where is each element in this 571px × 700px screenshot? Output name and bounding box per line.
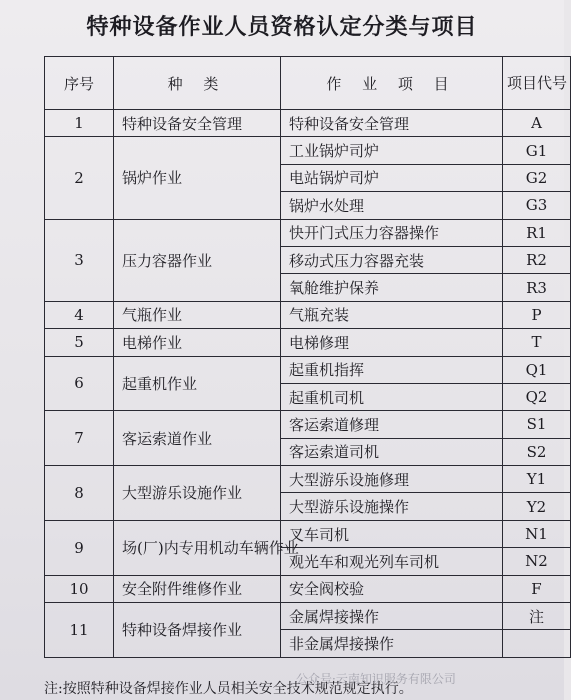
row-code: 注 (503, 603, 571, 630)
row-number: 10 (45, 575, 114, 602)
row-code: Q2 (503, 383, 571, 410)
row-code: Y2 (503, 493, 571, 520)
row-item: 安全阀校验 (281, 575, 503, 602)
table-row (45, 575, 571, 602)
row-code: N2 (503, 548, 571, 575)
row-item: 氧舱维护保养 (281, 274, 503, 301)
row-category: 客运索道作业 (114, 411, 281, 466)
row-code: N1 (503, 520, 571, 547)
row-category: 锅炉作业 (114, 137, 281, 219)
header-category: 种 类 (114, 57, 281, 110)
row-category: 起重机作业 (114, 356, 281, 411)
row-code: G3 (503, 192, 571, 219)
row-number: 4 (45, 301, 114, 328)
row-item: 客运索道司机 (281, 438, 503, 465)
row-item: 快开门式压力容器操作 (281, 219, 503, 246)
row-code: A (503, 110, 571, 137)
table-row (45, 466, 571, 493)
row-code: R3 (503, 274, 571, 301)
row-item: 起重机司机 (281, 383, 503, 410)
table-row (45, 411, 571, 438)
row-category: 气瓶作业 (114, 301, 281, 328)
row-item: 起重机指挥 (281, 356, 503, 383)
row-number: 9 (45, 520, 114, 575)
row-item: 电梯修理 (281, 329, 503, 356)
row-code: F (503, 575, 571, 602)
row-item: 大型游乐设施操作 (281, 493, 503, 520)
document-title: 特种设备作业人员资格认定分类与项目 (86, 14, 478, 40)
table-row (45, 356, 571, 383)
header-no: 序号 (45, 57, 114, 110)
row-code: P (503, 301, 571, 328)
row-category: 安全附件维修作业 (114, 575, 281, 602)
watermark: 公众号·云南知识服务有限公司 (296, 672, 456, 686)
row-item: 锅炉水处理 (281, 192, 503, 219)
row-number: 2 (45, 137, 114, 219)
row-category: 特种设备焊接作业 (114, 603, 281, 658)
row-code: G1 (503, 137, 571, 164)
row-number: 1 (45, 110, 114, 137)
table-row (45, 603, 571, 630)
row-number: 8 (45, 466, 114, 521)
row-code: T (503, 329, 571, 356)
table-row (45, 329, 571, 356)
header-item: 作 业 项 目 (281, 57, 503, 110)
row-number: 3 (45, 219, 114, 301)
row-category: 场(厂)内专用机动车辆作业 (114, 520, 281, 575)
row-code: G2 (503, 164, 571, 191)
row-code: Q1 (503, 356, 571, 383)
row-code: S1 (503, 411, 571, 438)
row-item: 气瓶充装 (281, 301, 503, 328)
table-row (45, 520, 571, 547)
table-header-row (45, 57, 571, 110)
row-category: 大型游乐设施作业 (114, 466, 281, 521)
row-number: 7 (45, 411, 114, 466)
row-item: 电站锅炉司炉 (281, 164, 503, 191)
table-row (45, 137, 571, 164)
row-code: S2 (503, 438, 571, 465)
row-code: R2 (503, 246, 571, 273)
row-number: 11 (45, 603, 114, 658)
row-code: Y1 (503, 466, 571, 493)
table-body (45, 110, 571, 658)
qualification-table (44, 56, 571, 658)
row-code-empty (503, 630, 571, 657)
row-item: 非金属焊接操作 (281, 630, 503, 657)
header-code: 项目代号 (503, 57, 571, 110)
row-category: 压力容器作业 (114, 219, 281, 301)
row-item: 金属焊接操作 (281, 603, 503, 630)
row-category: 电梯作业 (114, 329, 281, 356)
row-item: 客运索道修理 (281, 411, 503, 438)
row-item: 叉车司机 (281, 520, 503, 547)
row-category: 特种设备安全管理 (114, 110, 281, 137)
table-row (45, 219, 571, 246)
row-number: 5 (45, 329, 114, 356)
row-code: R1 (503, 219, 571, 246)
table-row (45, 301, 571, 328)
table-row (45, 110, 571, 137)
row-item: 大型游乐设施修理 (281, 466, 503, 493)
row-item: 工业锅炉司炉 (281, 137, 503, 164)
row-item: 移动式压力容器充装 (281, 246, 503, 273)
row-number: 6 (45, 356, 114, 411)
footnote: 注:按照特种设备焊接作业人员相关安全技术规范规定执行。 (44, 681, 413, 697)
row-item: 特种设备安全管理 (281, 110, 503, 137)
row-item: 观光车和观光列车司机 (281, 548, 503, 575)
